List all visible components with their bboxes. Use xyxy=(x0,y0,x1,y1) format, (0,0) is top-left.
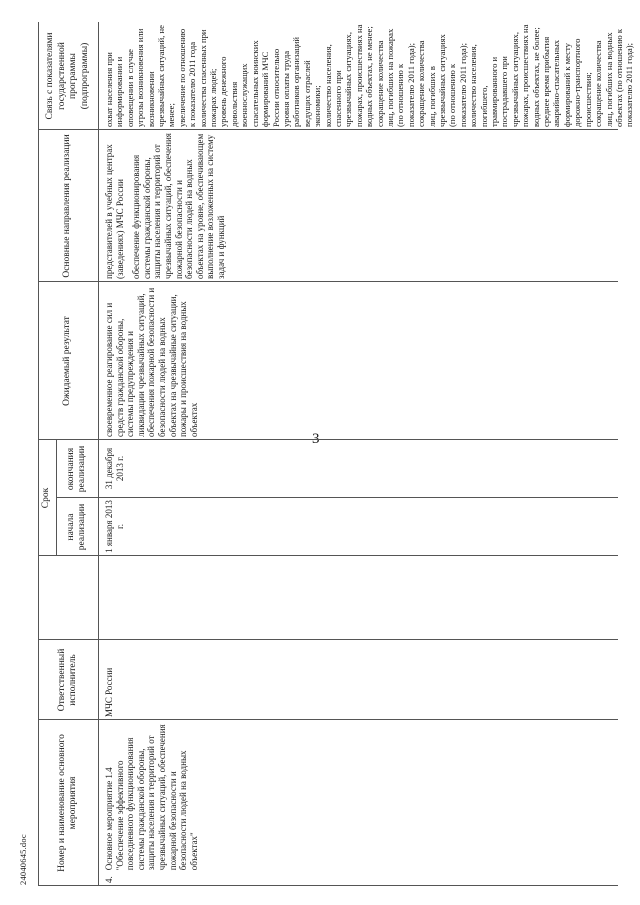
header-term-text: Срок xyxy=(41,487,52,509)
header-directions-text: Основные направления реализации xyxy=(62,134,73,278)
directions-carryover: представителей в учебных центрах (заведениях) МЧС России xyxy=(104,144,125,279)
row-end-date: 31 декабря 2013 г. xyxy=(104,447,125,490)
header-link-text: Связь с показателями государственной программы (подпрограммы) xyxy=(45,32,90,120)
cell-num-name xyxy=(38,720,618,886)
link-item: сокращение количества лиц, погибших на водных объектах (по отношению к показателю 2011 года); xyxy=(593,28,635,127)
header-start-text: начала реализации xyxy=(65,503,87,551)
row-result: своевременное реагирование сил и средств гражданской обороны, системы предупреждения и ликвидации чрезвычайных ситуаций, обеспечения пожарной безопасности и безопасности людей на водных объектах на чрезвычайные ситуации, пожары и происшествия на водных объектах xyxy=(104,287,199,437)
link-item: охват населения при информировании и оповещении в случае угрозы возникновения или возникновении чрезвычайных ситуаций, не менее; xyxy=(104,25,177,127)
row-name: Основное мероприятие 1.4 "Обеспечение эффективного повседневного функционирования системы гражданской обороны, защиты населения и территорий от чрезвычайных ситуаций, обеспечения пожарной безопасности и безопасности людей на водных объектах" xyxy=(104,724,199,871)
row-number: 4. xyxy=(104,876,114,883)
directions-block xyxy=(104,132,227,279)
link-item: уровень денежного довольствия военнослужащих спасательных воинских формирований МЧС России относительно уровня оплаты труда работников организаций ведущих отраслей экономики; xyxy=(218,37,323,127)
footer-doc-code xyxy=(18,834,28,886)
link-item: сокращение количества лиц, погибших на пожарах (по отношению к показателю 2011 года); xyxy=(374,28,416,127)
link-item: количество населения, спасенного при чрезвычайных ситуациях, пожарах, происшествиях на водных объектах, не менее; xyxy=(322,24,375,127)
link-item: количество населения, погибшего, травмированного и пострадавшего при чрезвычайных ситуациях, пожарах, происшествиях на водных объектах, не более; xyxy=(468,24,541,127)
row-directions: обеспечение функционирования системы гражданской обороны, защиты населения и территорий от чрезвычайных ситуаций, обеспечения пожарной безопасности и безопасности людей на водных объектах на уровне, обеспечивающем выполнение возложенных на систему задач и функций xyxy=(131,133,226,279)
link-item: сокращение количества лиц, погибших в чрезвычайных ситуациях (по отношению к показателю 2011 года); xyxy=(416,34,468,127)
links-block xyxy=(104,24,635,127)
rotated-table xyxy=(38,22,635,886)
header-end-text: окончания реализации xyxy=(65,445,87,493)
cell-start xyxy=(38,498,618,556)
cell-links xyxy=(38,22,635,130)
cell-end xyxy=(38,440,618,498)
row-start-date: 1 января 2013 г. xyxy=(104,500,125,553)
header-executor-text: Ответственный исполнитель xyxy=(56,648,78,712)
cell-directions xyxy=(38,130,618,282)
footer-doc-code-text: 24040645.doc xyxy=(18,834,28,885)
link-item: увеличение по отношению к показателю 2011 года количества спасенных при пожарах людей; xyxy=(176,28,219,127)
header-num-name-text: Номер и наименование основного мероприятия xyxy=(56,734,78,872)
header-result-text: Ожидаемый результат xyxy=(62,316,73,406)
cell-executor xyxy=(38,640,618,720)
link-item: среднее время прибытия аварийно-спасательных формирований к месту дорожно-транспортного происшествия; xyxy=(541,36,593,127)
row-executor: МЧС России xyxy=(104,667,114,717)
cell-result xyxy=(38,282,618,440)
row-4-name-block xyxy=(104,722,199,883)
document-table xyxy=(38,22,635,886)
